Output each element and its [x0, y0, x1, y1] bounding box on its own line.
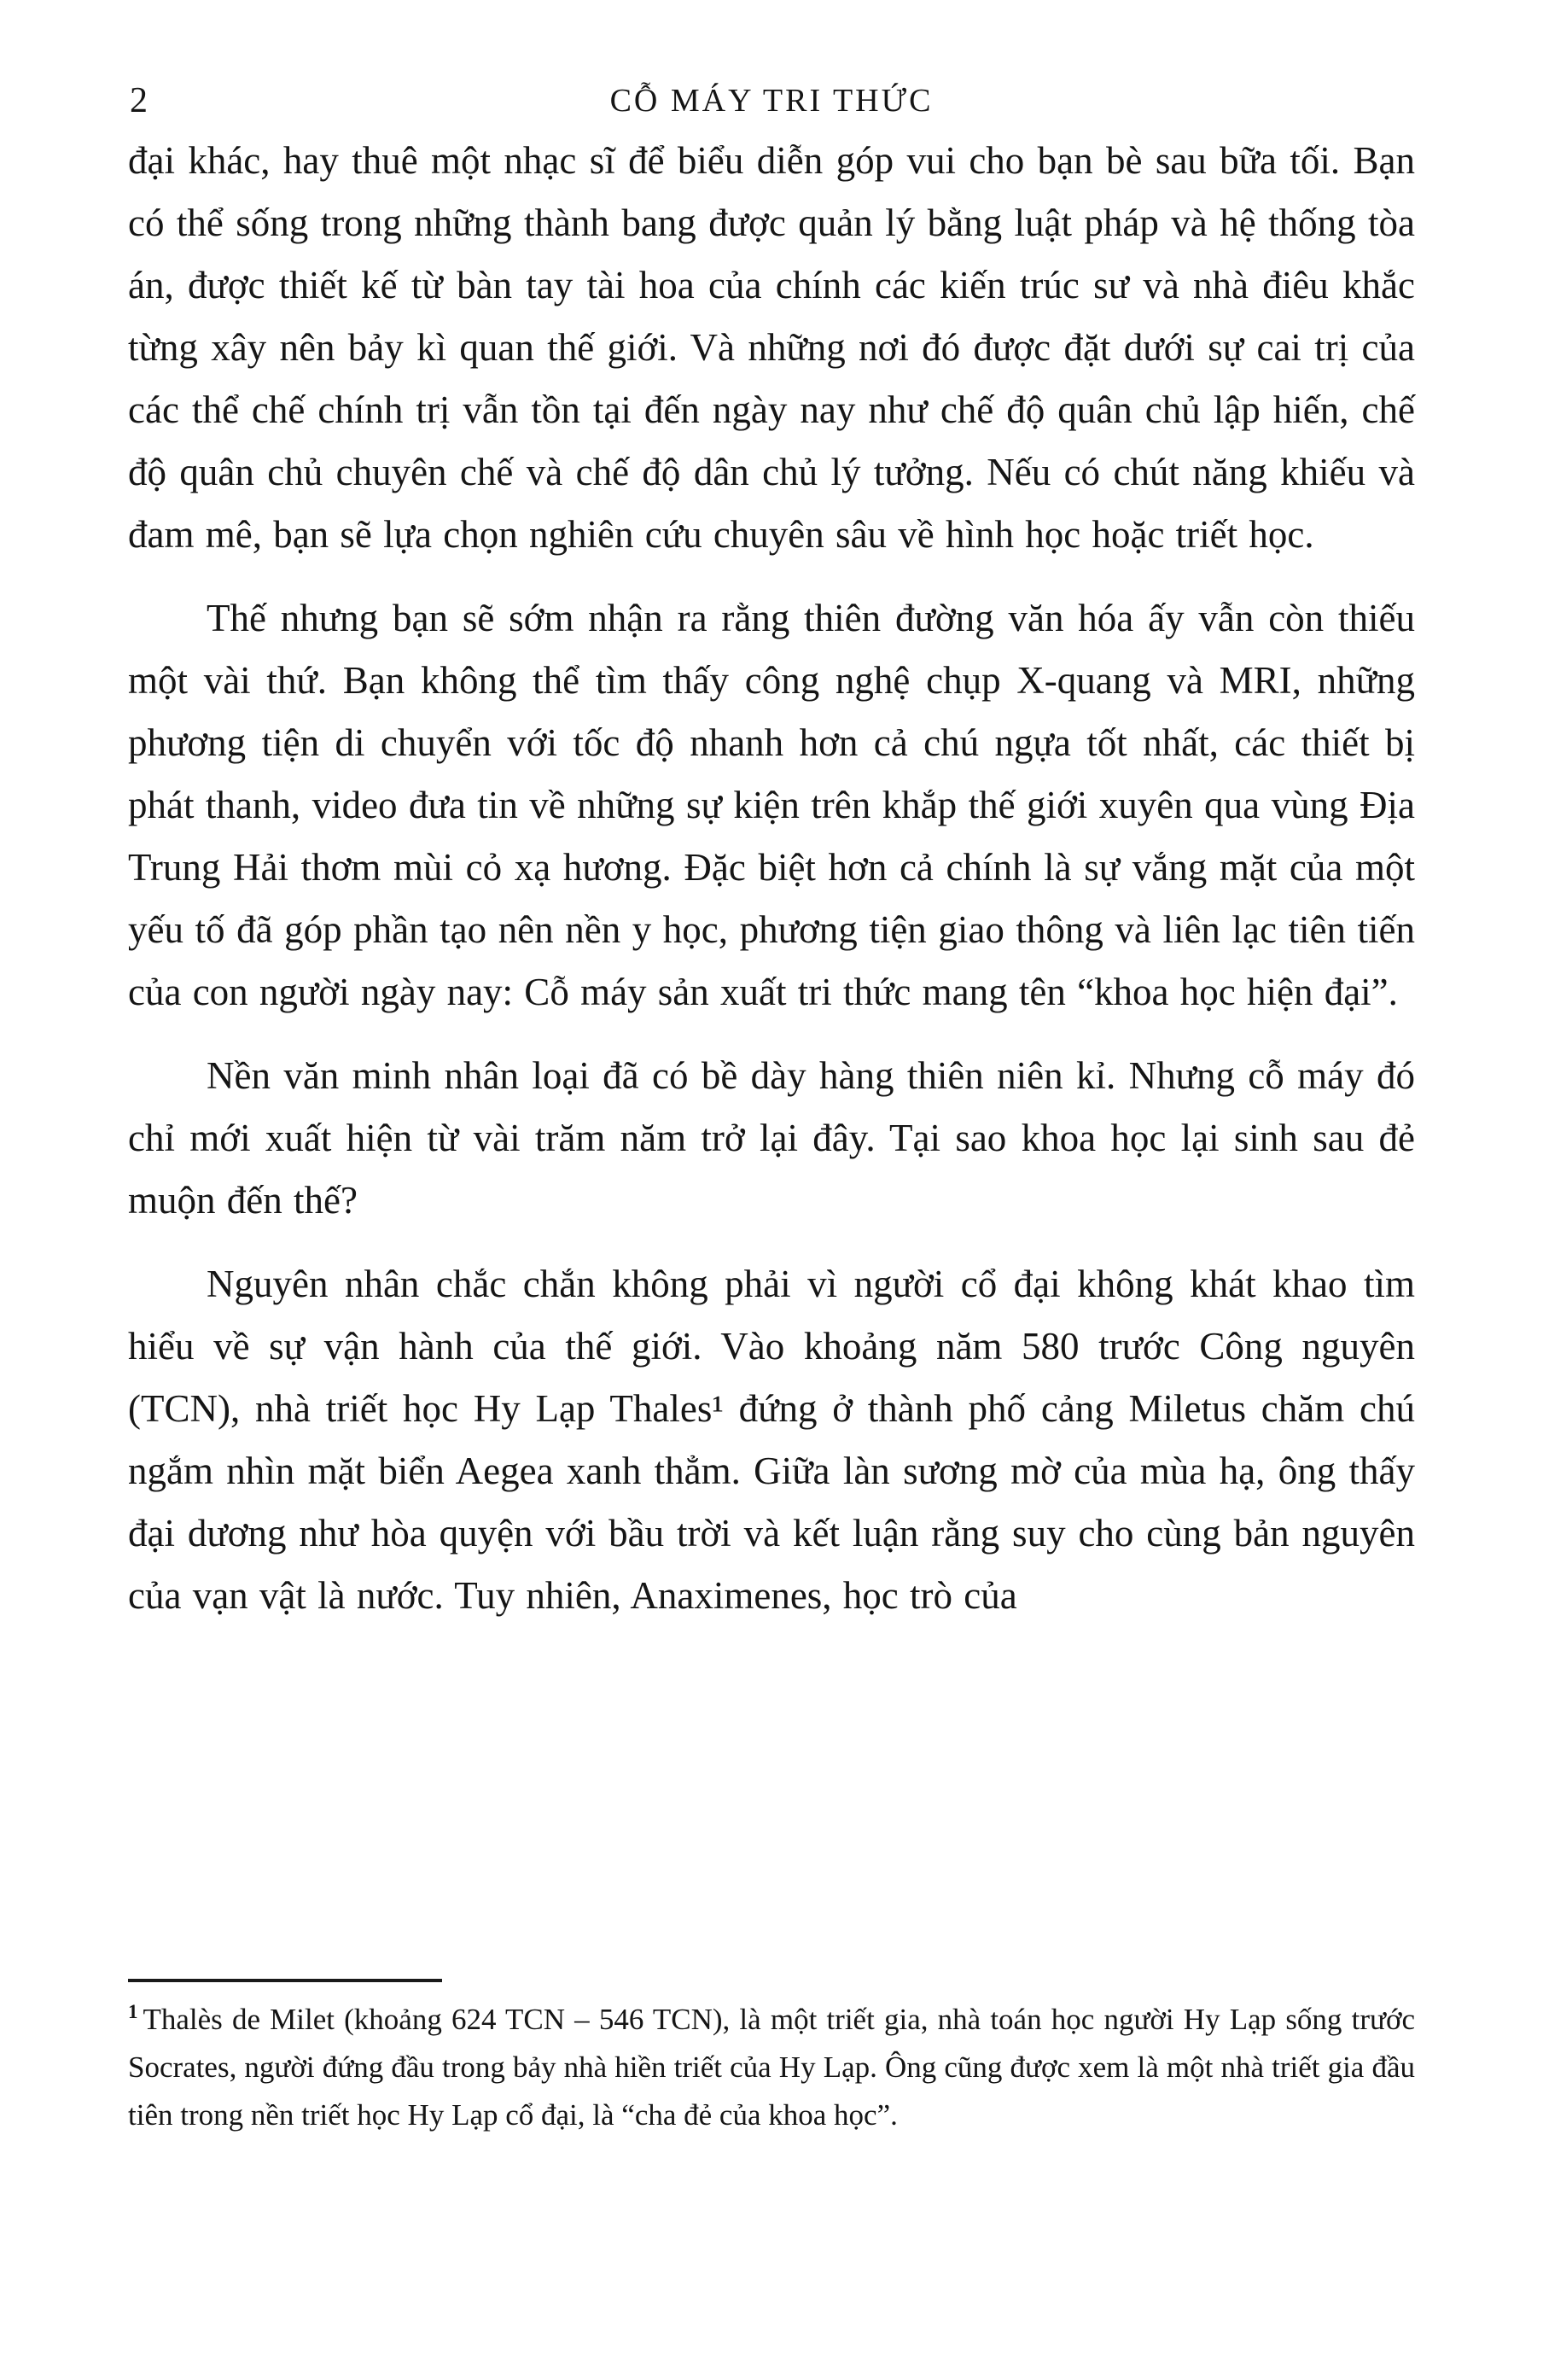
footnote-text: Thalès de Milet (khoảng 624 TCN – 546 TCN), là một triết gia, nhà toán học người Hy Lạp sống trước Socrates, người đứng đầu trong bảy nhà hiền triết của Hy Lạp. Ông cũng được xem là một nhà triết gia đầu tiên trong nền triết học Hy Lạp cổ đại, là “cha đẻ của khoa học”. [128, 2003, 1415, 2132]
footnote-marker: 1 [128, 2001, 138, 2023]
footnote-divider [128, 1979, 442, 1982]
paragraph: Thế nhưng bạn sẽ sớm nhận ra rằng thiên đường văn hóa ấy vẫn còn thiếu một vài thứ. Bạn không thể tìm thấy công nghệ chụp X-quang và MRI, những phương tiện di chuyển với tốc độ nhanh hơn cả chú ngựa tốt nhất, các thiết bị phát thanh, video đưa tin về những sự kiện trên khắp thế giới xuyên qua vùng Địa Trung Hải thơm mùi cỏ xạ hương. Đặc biệt hơn cả chính là sự vắng mặt của một yếu tố đã góp phần tạo nên nền y học, phương tiện giao thông và liên lạc tiên tiến của con người ngày nay: Cỗ máy sản xuất tri thức mang tên “khoa học hiện đại”. [128, 597, 1415, 1013]
footnote-section [128, 1979, 1415, 2139]
paragraph: đại khác, hay thuê một nhạc sĩ để biểu diễn góp vui cho bạn bè sau bữa tối. Bạn có thể sống trong những thành bang được quản lý bằng luật pháp và hệ thống tòa án, được thiết kế từ bàn tay tài hoa của chính các kiến trúc sư và nhà điêu khắc từng xây nên bảy kì quan thế giới. Và những nơi đó được đặt dưới sự cai trị của các thể chế chính trị vẫn tồn tại đến ngày nay như chế độ quân chủ lập hiến, chế độ quân chủ chuyên chế và chế độ dân chủ lý tưởng. Nếu có chút năng khiếu và đam mê, bạn sẽ lựa chọn nghiên cứu chuyên sâu về hình học hoặc triết học. [128, 139, 1415, 556]
page-body [128, 130, 1415, 1648]
page-header [128, 79, 1415, 126]
footnote [128, 1996, 1415, 2139]
paragraph: Nguyên nhân chắc chắn không phải vì người cổ đại không khát khao tìm hiểu về sự vận hành của thế giới. Vào khoảng năm 580 trước Công nguyên (TCN), nhà triết học Hy Lạp Thales¹ đứng ở thành phố cảng Miletus chăm chú ngắm nhìn mặt biển Aegea xanh thẳm. Giữa làn sương mờ của mùa hạ, ông thấy đại dương như hòa quyện với bầu trời và kết luận rằng suy cho cùng bản nguyên của vạn vật là nước. Tuy nhiên, Anaximenes, học trò của [128, 1263, 1415, 1617]
running-title: CỖ MÁY TRI THỨC [609, 83, 934, 119]
paragraph: Nền văn minh nhân loại đã có bề dày hàng thiên niên kỉ. Nhưng cỗ máy đó chỉ mới xuất hiện từ vài trăm năm trở lại đây. Tại sao khoa học lại sinh sau đẻ muộn đến thế? [128, 1054, 1415, 1222]
page-number: 2 [130, 81, 148, 120]
